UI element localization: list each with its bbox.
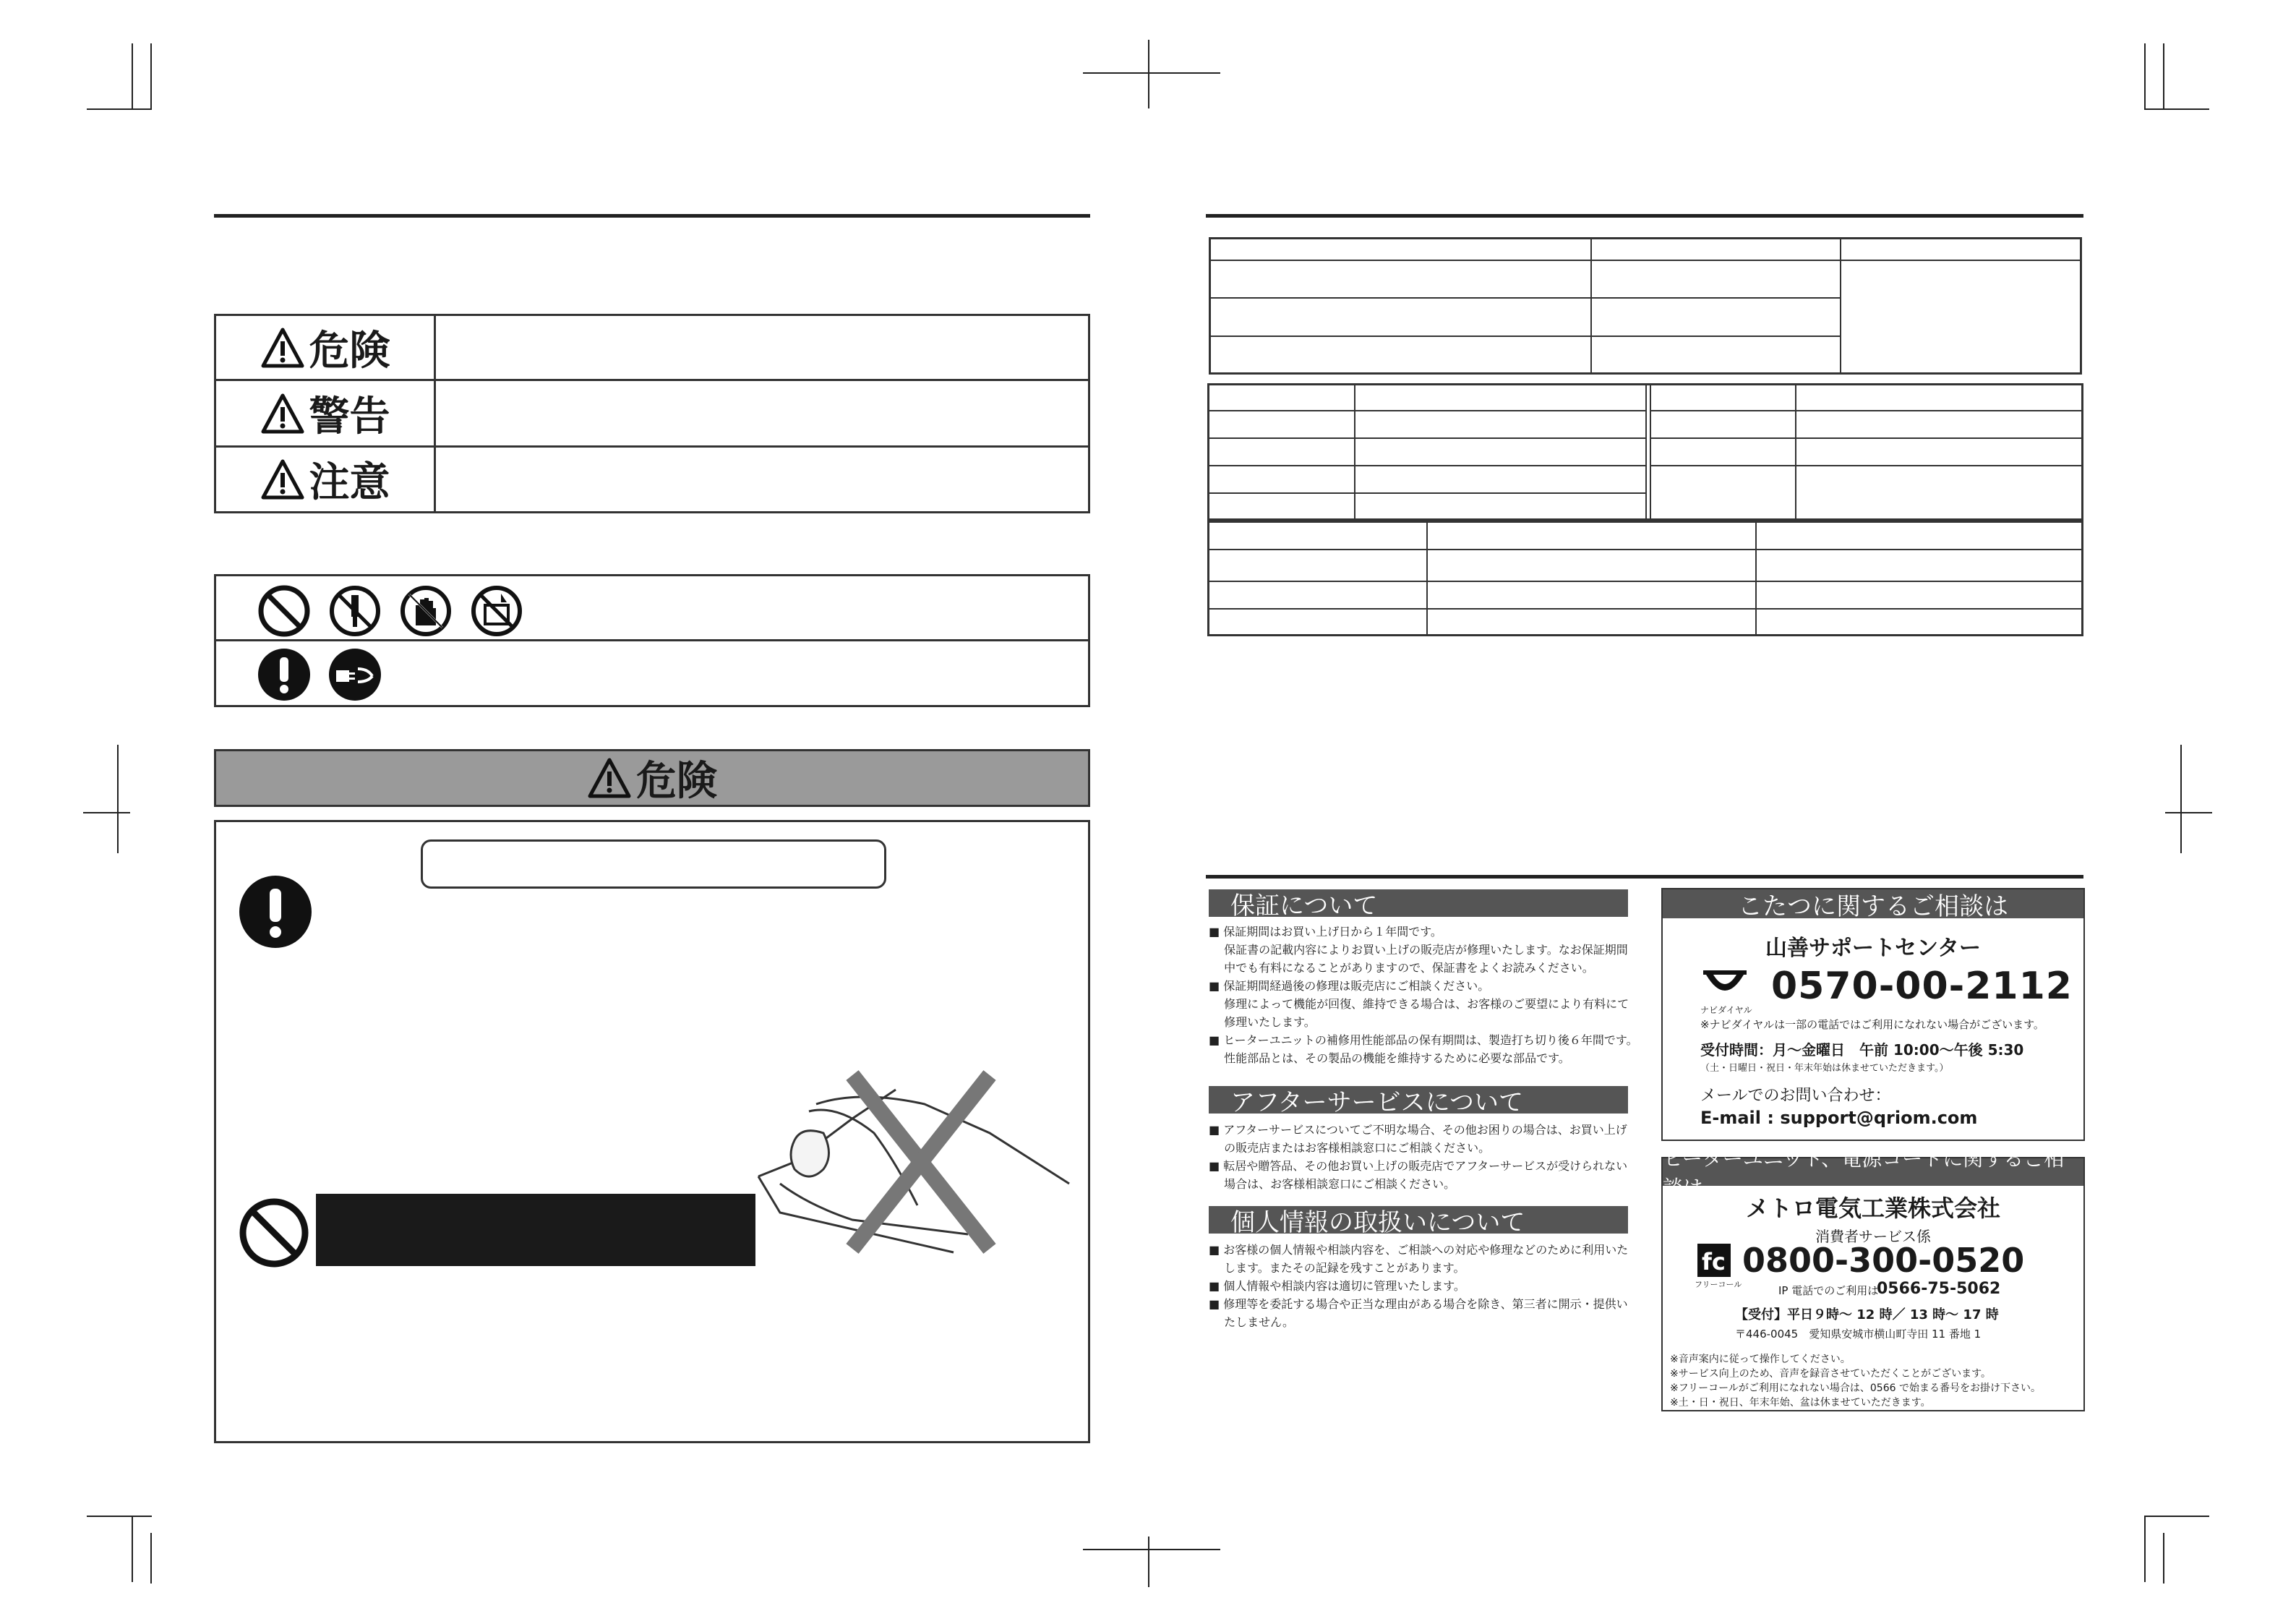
heater-notes: ※音声案内に従って操作してください。 ※サービス向上のため、音声を録音させていただくことがございます。 ※フリーコールがご利用になれない場合は、0566 で始まる番号をお掛け下さい。 ※土・日・祝日、年末年始、盆は休ませていただきます。 <box>1670 1354 2041 1409</box>
kotatsu-contact-box <box>1661 888 2085 1141</box>
unplug-icon <box>327 647 382 702</box>
warranty-title: 保証について <box>1209 889 1628 917</box>
mandatory-icon <box>257 647 312 702</box>
after-service-text: ■ アフターサービスについてご不明な場合、その他お困りの場合は、お買い上げ の販売店またはお客様相談窓口にご相談ください。 ■ 転居や贈答品、その他お買い上げの販売店でアフターサービスが受けられない 場合は、お客様相談窓口にご相談ください。 <box>1209 1123 1628 1191</box>
prohibited-icon <box>257 584 312 638</box>
company-address: 〒446-0045 愛知県安城市横山町寺田 11 番地 1 <box>1735 1328 1982 1341</box>
warning-triangle-icon <box>260 393 305 435</box>
danger-banner <box>214 749 1090 807</box>
warning-description <box>436 381 1088 448</box>
ip-phone-label: IP 電話でのご利用は <box>1778 1284 1879 1297</box>
warning-triangle-icon <box>587 757 632 799</box>
caution-signal <box>216 448 436 511</box>
signal-word-table <box>214 314 1090 513</box>
record-table-3 <box>1207 521 2083 636</box>
warning-signal <box>216 381 436 448</box>
mandatory-symbols-row <box>216 641 1088 705</box>
metro-company-name: メトロ電気工業株式会社 <box>1745 1195 2000 1222</box>
danger-content-box <box>214 820 1090 1443</box>
navidial-label: ナビダイヤル <box>1700 1005 1752 1015</box>
svg-text:fc: fc <box>1702 1248 1726 1275</box>
mail-label: メールでのお問い合わせ： <box>1700 1087 1891 1105</box>
mandatory-icon <box>238 874 313 949</box>
symbol-table <box>214 574 1090 707</box>
heater-hours: 【受付】平日９時〜 12 時／ 13 時〜 17 時 <box>1735 1307 1999 1322</box>
support-center-name: 山善サポートセンター <box>1765 936 1981 961</box>
prohibition-symbols-row <box>216 576 1088 641</box>
prohibition-banner <box>316 1194 755 1266</box>
heater-contact-box <box>1661 1147 2085 1411</box>
after-service-title: アフターサービスについて <box>1209 1086 1628 1114</box>
support-email[interactable]: E-mail : support@qriom.com <box>1700 1108 1978 1128</box>
danger-description <box>436 316 1088 381</box>
right-top-rule <box>1206 214 2083 218</box>
kotatsu-contact-title: こたつに関するご相談は <box>1663 889 2083 918</box>
navidial-icon <box>1703 970 1747 1002</box>
warning-triangle-icon <box>260 458 305 500</box>
warning-triangle-icon <box>260 327 305 369</box>
no-water-icon <box>469 584 524 638</box>
danger-heading-frame <box>421 839 886 889</box>
heater-phone: 0800-300-0520 <box>1742 1241 2025 1280</box>
kotatsu-hours: 受付時間：月〜金曜日 午前 10:00〜午後 5:30 <box>1700 1041 2024 1059</box>
danger-label: 危険 <box>309 327 390 375</box>
consumer-service-dept: 消費者サービス係 <box>1815 1228 1931 1245</box>
child-under-kotatsu-illustration <box>751 1061 1076 1256</box>
no-disassembly-icon <box>327 584 382 638</box>
ip-phone-number: 0566-75-5062 <box>1877 1280 2001 1298</box>
privacy-title: 個人情報の取扱いについて <box>1209 1206 1628 1234</box>
prohibited-icon <box>238 1197 310 1269</box>
right-mid-rule <box>1206 875 2083 879</box>
record-table-1 <box>1209 237 2082 375</box>
danger-signal <box>216 316 436 381</box>
no-wet-hands-icon <box>398 584 453 638</box>
navidial-note: ※ナビダイヤルは一部の電話ではご利用になれない場合がございます。 <box>1700 1018 2044 1031</box>
danger-banner-label: 危険 <box>636 758 717 805</box>
record-table-2 <box>1207 383 2083 521</box>
warranty-text: ■ 保証期間はお買い上げ日から１年間です。 保証書の記載内容によりお買い上げの販売店が修理いたします。なお保証期間 中でも有料になることがありますので、保証書をよくお読みください。 ■ 保証期間経過後の修理は販売店にご相談ください。 修理によって機能が回復、維持できる場合は、お客様のご要望により有料にて 修理いたします。 ■ ヒーターユニットの補修用性能部品の保有期間は、製造打ち切り後６年間です。 性能部品とは、その製品の機能を維持するために必要な部品です。 <box>1209 925 1638 1065</box>
heater-contact-title: ヒーターユニット、電源コードに関するご相談は <box>1663 1158 2083 1186</box>
left-top-rule <box>214 214 1090 218</box>
warning-label: 警告 <box>309 393 390 440</box>
freecall-icon <box>1697 1244 1731 1277</box>
freecall-label: フリーコール <box>1695 1280 1742 1289</box>
kotatsu-phone: 0570-00-2112 <box>1771 965 2073 1008</box>
privacy-text: ■ お客様の個人情報や相談内容を、ご相談への対応や修理などのために利用いた します。またその記録を残すことがあります。 ■ 個人情報や相談内容は適切に管理いたします。 ■ 修理等を委託する場合や正当な理由がある場合を除き、第三者に開示・提供い たしません。 <box>1209 1243 1629 1329</box>
kotatsu-holiday-note: （土・日曜日・祝日・年末年始は休ませていただきます。） <box>1700 1063 1949 1074</box>
caution-label: 注意 <box>309 459 390 506</box>
